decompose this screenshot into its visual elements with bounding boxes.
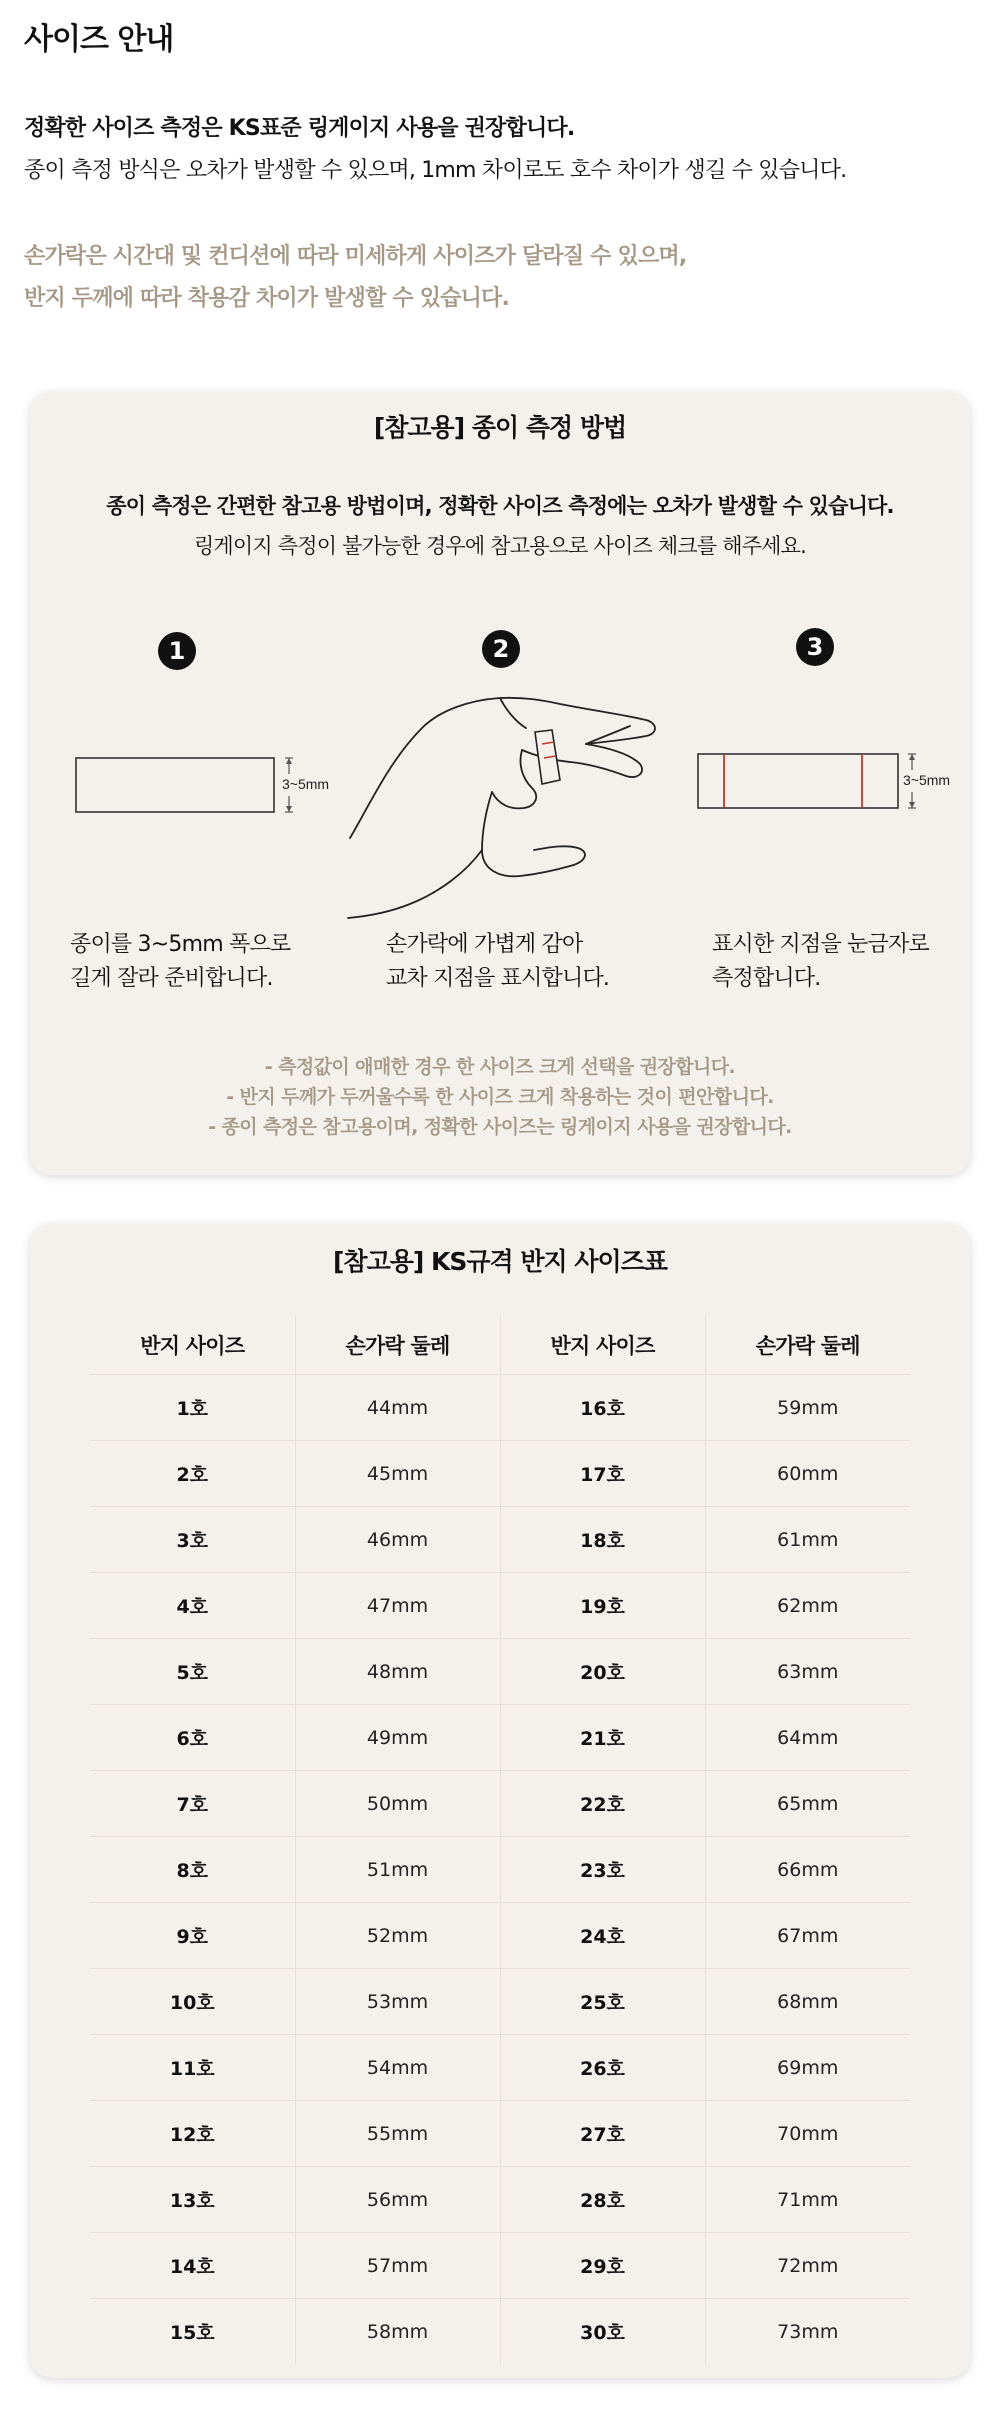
method-description [30,486,970,566]
table-row [90,2035,910,2101]
table-row [90,1507,910,1573]
step-3-width-label: 3~5mm [903,772,951,788]
size-table-title: [참고용] KS규격 반지 사이즈표 [333,1247,667,1276]
intro-recommendation: 정확한 사이즈 측정은 KS표준 링게이지 사용을 권장합니다. [24,116,575,141]
hand-illustration [348,698,655,918]
table-row [90,1837,910,1903]
step-3-number: 3 [796,628,834,666]
table-row [90,2101,910,2167]
circumference-cell: 46mm [295,1507,500,1573]
paper-strip-illustration [76,758,329,812]
ring-size-cell: 1호 [90,1375,295,1441]
step-3-line-1: 표시한 지점을 눈금자로 [712,932,929,957]
circumference-cell: 61mm [705,1507,910,1573]
circumference-cell: 70mm [705,2101,910,2167]
ring-size-cell: 27호 [500,2101,705,2167]
circumference-cell: 67mm [705,1903,910,1969]
circumference-cell: 56mm [295,2167,500,2233]
table-row [90,1969,910,2035]
table-header-row [90,1316,910,1375]
note-item: - 측정값이 애매한 경우 한 사이즈 크게 선택을 권장합니다. [264,1056,736,1078]
ring-size-cell: 7호 [90,1771,295,1837]
table-row [90,2233,910,2299]
marked-strip-illustration [698,754,950,808]
ring-size-cell: 6호 [90,1705,295,1771]
ring-size-cell: 24호 [500,1903,705,1969]
step-1-line-1: 종이를 3~5mm 폭으로 [70,932,291,957]
ring-size-cell: 23호 [500,1837,705,1903]
table-row [90,1441,910,1507]
intro-finger-note: 손가락은 시간대 및 컨디션에 따라 미세하게 사이즈가 달라질 수 있으며, [24,244,687,269]
step-1-text [70,928,290,996]
step-3-text [712,928,929,996]
table-row [90,1771,910,1837]
circumference-cell: 59mm [705,1375,910,1441]
circumference-cell: 65mm [705,1771,910,1837]
circumference-cell: 50mm [295,1771,500,1837]
size-table-card [30,1224,970,2378]
ring-size-cell: 18호 [500,1507,705,1573]
ring-size-cell: 16호 [500,1375,705,1441]
ring-size-cell: 29호 [500,2233,705,2299]
circumference-cell: 48mm [295,1639,500,1705]
ring-size-cell: 2호 [90,1441,295,1507]
paper-method-card [30,392,970,1175]
step-2-number: 2 [482,630,520,668]
circumference-cell: 52mm [295,1903,500,1969]
circumference-cell: 62mm [705,1573,910,1639]
step-2-line-2: 교차 지점을 표시합니다. [386,966,610,991]
ring-size-cell: 15호 [169,2322,215,2344]
table-row [90,1705,910,1771]
circumference-cell: 71mm [705,2167,910,2233]
ring-size-cell: 26호 [500,2035,705,2101]
header-finger-circumference: 손가락 둘레 [295,1316,500,1375]
intro-paper-warning: 종이 측정 방식은 오차가 발생할 수 있으며, 1mm 차이로도 호수 차이가 생길 수 있습니다. [24,158,847,183]
circumference-cell: 73mm [705,2299,910,2365]
circumference-cell: 60mm [705,1441,910,1507]
page-title: 사이즈 안내 [24,22,174,57]
method-title: [참고용] 종이 측정 방법 [373,413,627,442]
ring-size-cell: 21호 [500,1705,705,1771]
table-row [90,1639,910,1705]
circumference-cell: 69mm [705,2035,910,2101]
table-row [90,1573,910,1639]
step-3-line-2: 측정합니다. [712,966,821,991]
step-1-width-label: 3~5mm [282,776,330,792]
note-item: - 종이 측정은 참고용이며, 정확한 사이즈는 링게이지 사용을 권장합니다. [208,1116,792,1138]
method-desc-text: 링게이지 측정이 불가능한 경우에 참고용으로 사이즈 체크를 해주세요. [193,534,807,558]
method-notes [30,1052,970,1142]
circumference-cell: 53mm [295,1969,500,2035]
ring-size-cell: 9호 [90,1903,295,1969]
table-row [90,1375,910,1441]
ring-size-cell: 3호 [90,1507,295,1573]
ring-size-cell: 12호 [90,2101,295,2167]
header-ring-size: 반지 사이즈 [90,1316,295,1375]
step-1-line-2: 길게 잘라 준비합니다. [70,966,273,991]
header-finger-circumference: 손가락 둘레 [705,1316,910,1375]
table-row [90,1903,910,1969]
ring-size-cell: 25호 [500,1969,705,2035]
ring-size-cell: 13호 [90,2167,295,2233]
circumference-cell: 45mm [295,1441,500,1507]
circumference-cell: 49mm [295,1705,500,1771]
ring-size-cell: 10호 [90,1969,295,2035]
circumference-cell: 64mm [705,1705,910,1771]
step-2-text [386,928,609,996]
ring-size-cell: 22호 [500,1771,705,1837]
ring-size-cell: 5호 [90,1639,295,1705]
ring-size-cell: 8호 [90,1837,295,1903]
circumference-cell: 55mm [295,2101,500,2167]
intro-section [24,108,974,320]
ring-size-cell: 4호 [90,1573,295,1639]
circumference-cell: 66mm [705,1837,910,1903]
wrapped-paper-illustration [535,730,560,784]
table-row [90,2167,910,2233]
circumference-cell: 51mm [295,1837,500,1903]
step-2-line-1: 손가락에 가볍게 감아 [386,932,583,957]
ring-size-cell: 28호 [500,2167,705,2233]
circumference-cell: 58mm [295,2299,500,2365]
circumference-cell: 47mm [295,1573,500,1639]
circumference-cell: 57mm [295,2233,500,2299]
method-desc-bold: 종이 측정은 간편한 참고용 방법이며, 정확한 사이즈 측정에는 오차가 발생할 수 있습니다. [106,494,894,518]
intro-thickness-note: 반지 두께에 따라 착용감 차이가 발생할 수 있습니다. [24,286,510,311]
ring-size-cell: 19호 [500,1573,705,1639]
size-table [90,1316,910,2364]
step-1-number: 1 [158,632,196,670]
circumference-cell: 54mm [295,2035,500,2101]
ring-size-cell: 17호 [500,1441,705,1507]
ring-size-cell: 11호 [90,2035,295,2101]
ring-size-cell: 30호 [500,2299,705,2365]
header-ring-size: 반지 사이즈 [500,1316,705,1375]
circumference-cell: 63mm [705,1639,910,1705]
ring-size-cell: 14호 [90,2233,295,2299]
circumference-cell: 68mm [705,1969,910,2035]
note-item: - 반지 두께가 두꺼울수록 한 사이즈 크게 착용하는 것이 편안합니다. [226,1086,774,1108]
circumference-cell: 72mm [705,2233,910,2299]
circumference-cell: 44mm [295,1375,500,1441]
table-row [90,2299,910,2365]
ring-size-cell: 20호 [500,1639,705,1705]
